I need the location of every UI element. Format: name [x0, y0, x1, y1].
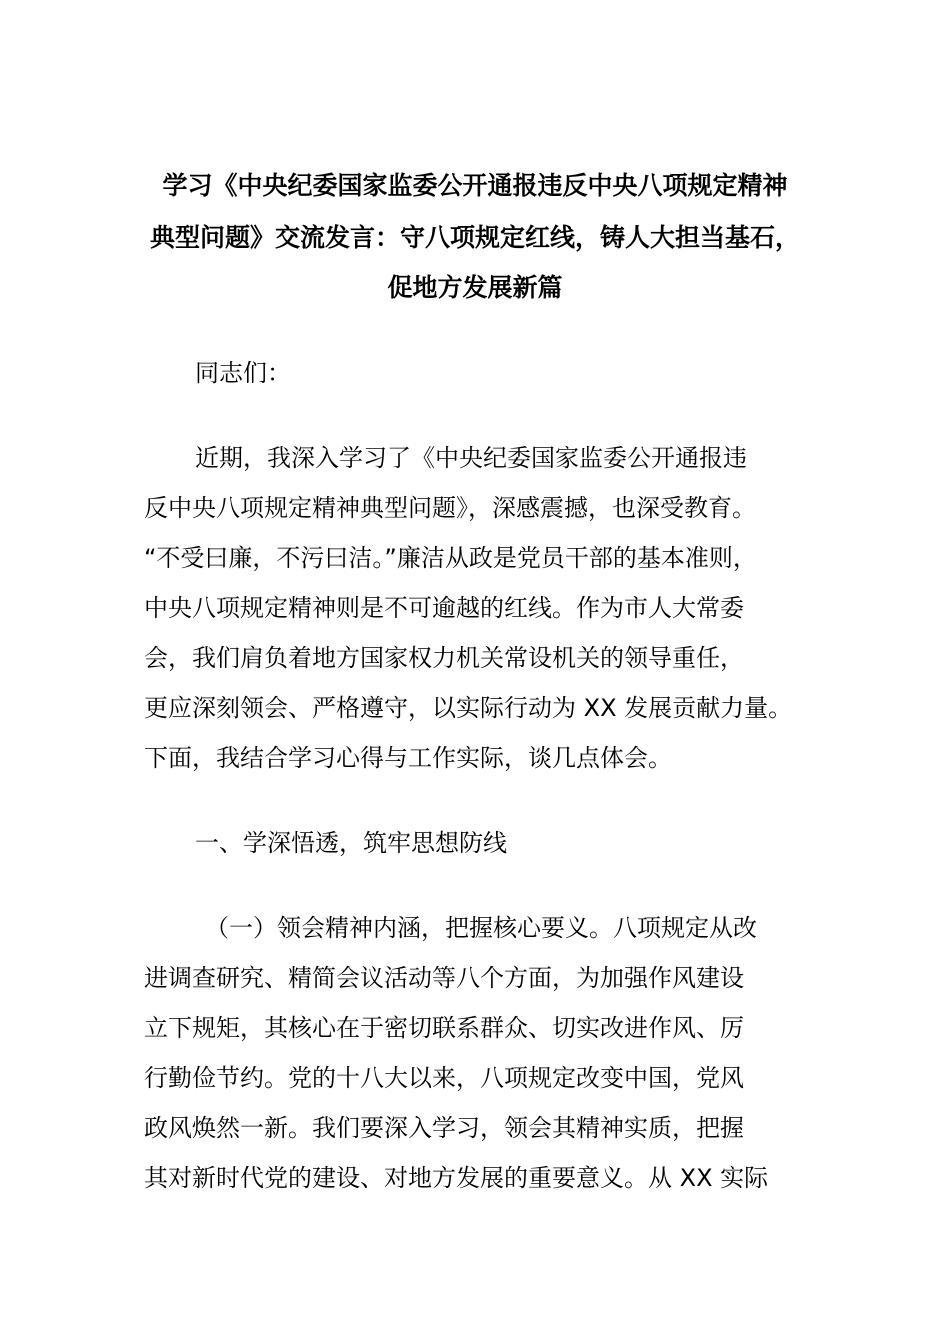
intro-line-6: 更应深刻领会、严格遵守，以实际行动为 XX 发展贡献力量。 — [144, 694, 793, 722]
title-line-2: 典型问题》交流发言：守八项规定红线，铸人大担当基石， — [149, 223, 800, 252]
section-line-2: 进调查研究、精简会议活动等八个方面，为加强作风建设 — [144, 964, 744, 992]
intro-line-2: 反中央八项规定精神典型问题》，深感震撼，也深受教育。 — [144, 494, 756, 522]
intro-line-3: “不受曰廉，不污曰洁。”廉洁从政是党员干部的基本准则， — [144, 544, 757, 572]
section-line-4: 行勤俭节约。党的十八大以来，八项规定改变中国，党风 — [144, 1064, 744, 1092]
intro-line-5: 会，我们肩负着地方国家权力机关常设机关的领导重任， — [144, 644, 744, 672]
section-line-1: （一）领会精神内涵，把握核心要义。八项规定从改 — [205, 914, 757, 942]
section-line-5: 政风焕然一新。我们要深入学习，领会其精神实质，把握 — [144, 1114, 744, 1142]
section-line-6: 其对新时代党的建设、对地方发展的重要意义。从 XX 实际 — [144, 1164, 769, 1192]
section-heading: 一、学深悟透，筑牢思想防线 — [195, 829, 507, 857]
title-line-1: 学习《中央纪委国家监委公开通报违反中央八项规定精神 — [162, 171, 788, 200]
section-line-3: 立下规矩，其核心在于密切联系群众、切实改进作风、厉 — [144, 1014, 744, 1042]
salutation: 同志们： — [195, 359, 291, 387]
intro-line-7: 下面，我结合学习心得与工作实际，谈几点体会。 — [144, 744, 672, 772]
title-line-3: 促地方发展新篇 — [387, 273, 563, 302]
intro-line-1: 近期，我深入学习了《中央纪委国家监委公开通报违 — [195, 444, 747, 472]
intro-line-4: 中央八项规定精神则是不可逾越的红线。作为市人大常委 — [144, 594, 744, 622]
